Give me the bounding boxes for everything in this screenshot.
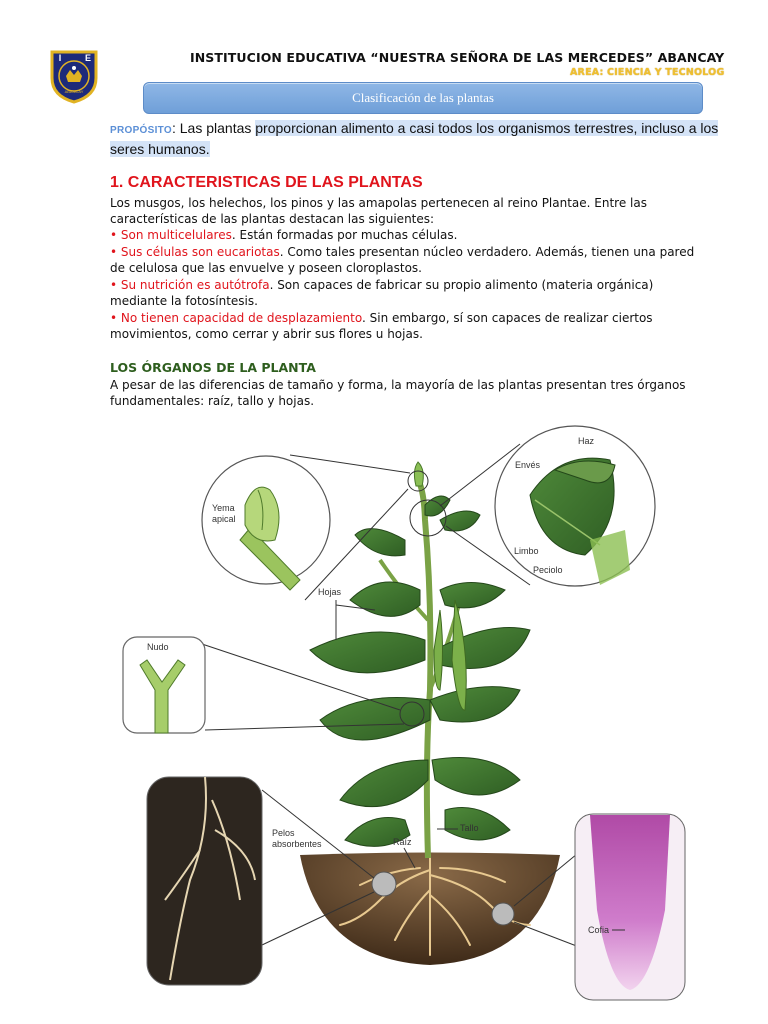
purpose-paragraph <box>110 119 720 158</box>
logo-letter-i: I <box>58 53 62 63</box>
label-peciolo: Peciolo <box>533 565 563 575</box>
label-yema: Yema <box>212 503 235 513</box>
bullet-1 <box>110 227 710 243</box>
label-enves: Envés <box>515 460 541 470</box>
bullet-1-highlight: • Son multicelulares <box>110 228 232 242</box>
label-tallo: Tallo <box>460 823 479 833</box>
plant-organs-figure <box>0 420 768 1020</box>
area-label: AREA: CIENCIA Y TECNOLOG <box>570 67 725 78</box>
bullet-3-text: . Son capaces de fabricar su propio alimento (materia orgánica) mediante la fotosíntesis. <box>110 278 654 309</box>
label-pelos: Pelos <box>272 828 295 838</box>
purpose-text-highlight: proporcionan alimento a casi todos los organismos terrestres, incluso a los seres humanos. <box>110 120 719 157</box>
label-hojas: Hojas <box>318 587 342 597</box>
label-haz: Haz <box>578 436 595 446</box>
section-1-intro: Los musgos, los helechos, los pinos y las amapolas pertenecen al reino Plantae. Entre las características de las plantas destacan las siguientes: <box>110 196 647 227</box>
bullet-4-highlight: • No tienen capacidad de desplazamiento <box>110 311 362 325</box>
label-raiz: Raíz <box>393 837 412 847</box>
section-2-text: A pesar de las diferencias de tamaño y forma, la mayoría de las plantas presentan tres órganos fundamentales: raíz, tallo y hojas. <box>110 378 686 409</box>
purpose-label: PROPÓSITO <box>110 125 172 136</box>
plant-stem <box>418 480 430 858</box>
label-cofia: Cofia <box>588 925 610 935</box>
bullet-4 <box>110 310 710 343</box>
label-apical: apical <box>212 514 236 524</box>
bullet-3-highlight: • Su nutrición es autótrofa <box>110 278 270 292</box>
bullet-2-text: . Como tales presentan núcleo verdadero. Además, tienen una pared de celulosa que las envuelve y poseen cloroplastos. <box>110 245 695 276</box>
root-hair-marker <box>372 872 396 896</box>
root-cap-detail <box>575 814 685 1000</box>
apical-bud-detail <box>202 456 330 590</box>
banner-title: Clasificación de las plantas <box>352 90 494 105</box>
bullet-2 <box>110 244 710 277</box>
school-name: INSTITUCION EDUCATIVA “NUESTRA SEÑORA DE LAS MERCEDES” ABANCAY <box>190 50 725 65</box>
purpose-text-a: : Las plantas <box>171 120 256 136</box>
node-detail <box>123 637 205 733</box>
label-limbo: Limbo <box>514 546 539 556</box>
bullet-1-text: . Están formadas por muchas células. <box>231 228 458 242</box>
plant-leaves <box>310 496 530 846</box>
bullet-4-text: . Sin embargo, sí son capaces de realizar ciertos movimientos, como cerrar y abrir sus flores u hojas. <box>110 311 653 342</box>
root-cap-marker <box>492 903 514 925</box>
section-2-title: LOS ÓRGANOS DE LA PLANTA <box>110 360 316 375</box>
bullet-3 <box>110 277 710 310</box>
leaf-detail <box>495 426 655 586</box>
label-absorbentes: absorbentes <box>272 839 322 849</box>
title-banner <box>143 82 703 114</box>
section-1-title: 1. CARACTERISTICAS DE LAS PLANTAS <box>110 174 423 191</box>
label-nudo: Nudo <box>147 642 169 652</box>
bullet-2-highlight: • Sus células son eucariotas <box>110 245 280 259</box>
logo-letter-e: E <box>84 53 92 63</box>
school-logo <box>48 48 100 104</box>
logo-ring-text: ABANCAY <box>64 89 84 94</box>
root-hairs-detail <box>147 777 322 985</box>
